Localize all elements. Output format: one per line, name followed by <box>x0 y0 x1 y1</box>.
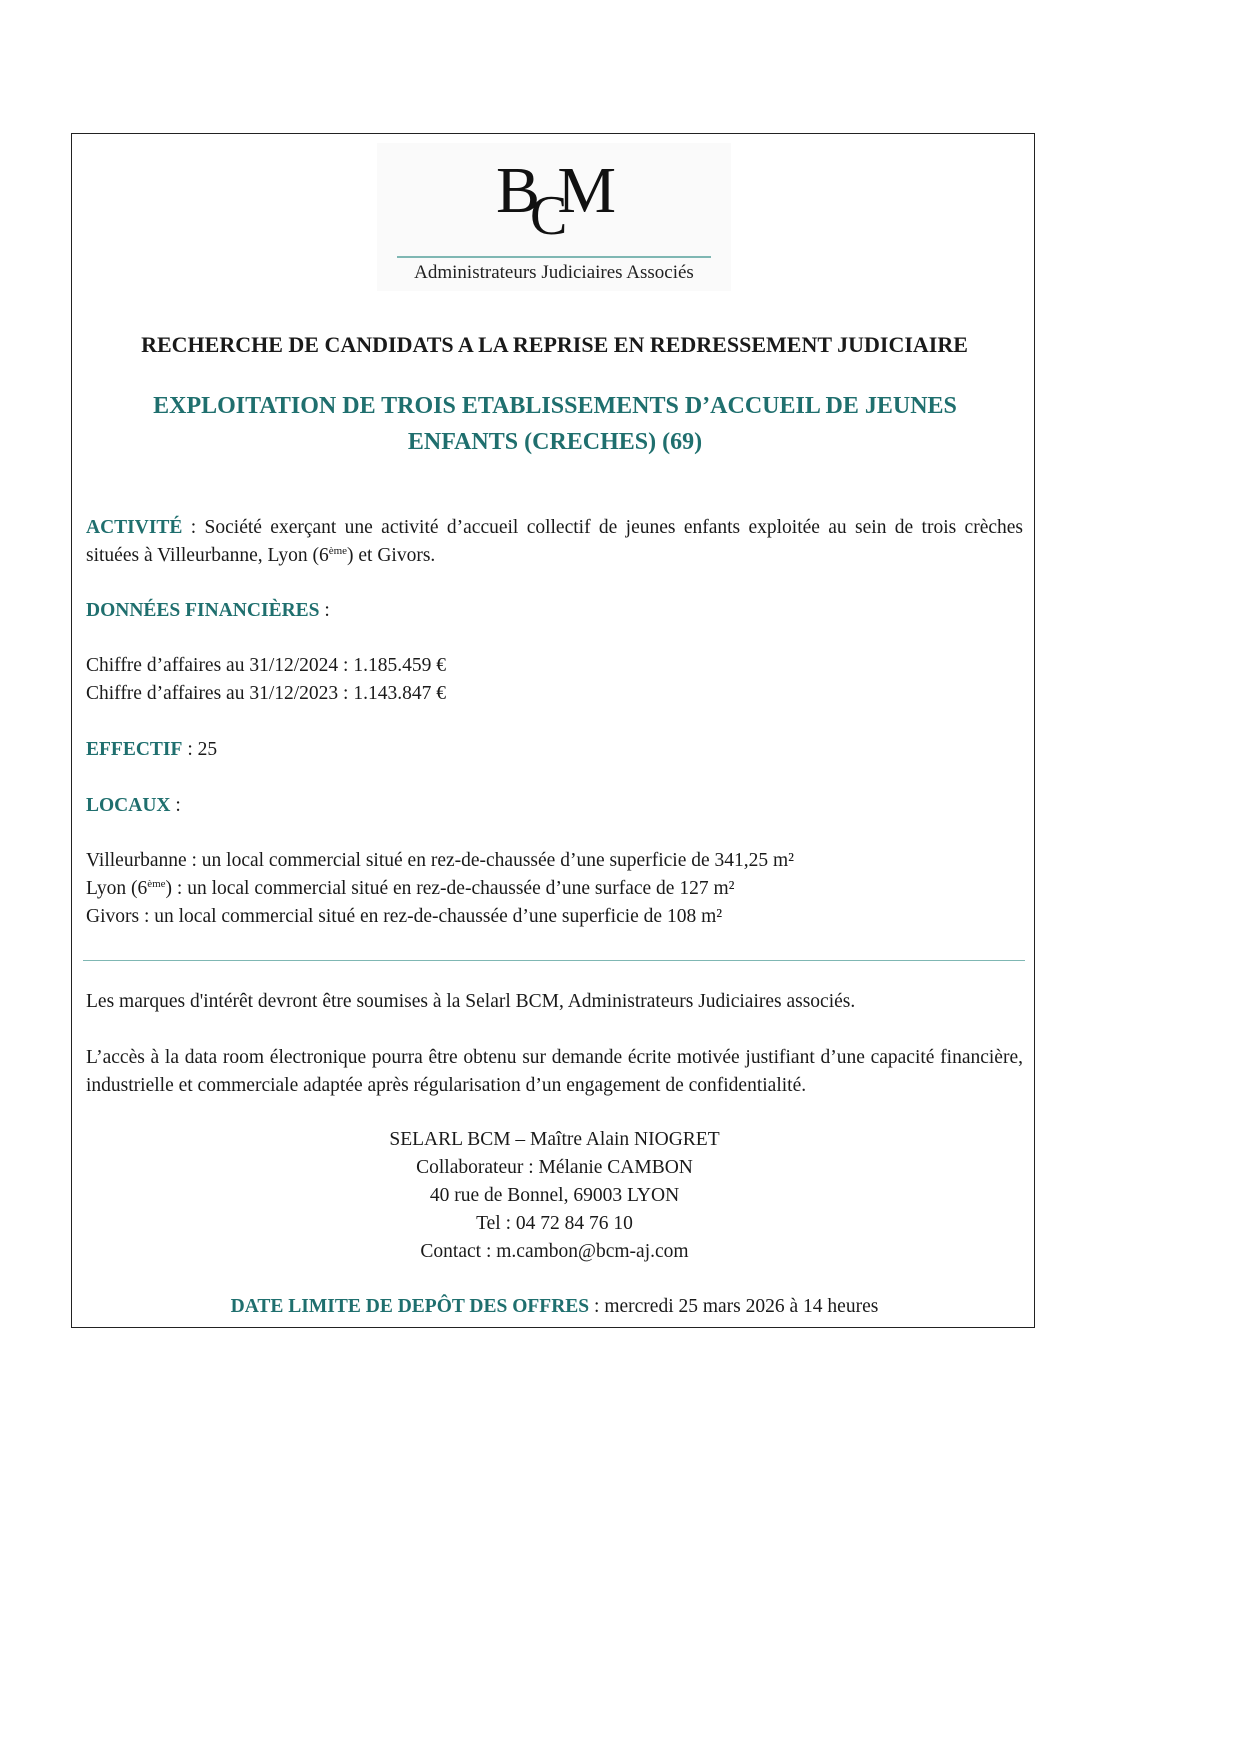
locaux-lyon <box>86 875 1023 903</box>
page-title: EXPLOITATION DE TROIS ETABLISSEMENTS D’ACCUEIL DE JEUNES ENFANTS (CRECHES) (69) <box>153 393 957 455</box>
effectif <box>86 736 1023 764</box>
contact-collaborator: Collaborateur : Mélanie CAMBON <box>416 1157 693 1178</box>
effectif-value: : 25 <box>182 739 218 760</box>
contact-block <box>86 1126 1023 1266</box>
heading: RECHERCHE DE CANDIDATS A LA REPRISE EN REDRESSEMENT JUDICIAIRE <box>141 332 968 357</box>
colon: : <box>319 600 330 621</box>
activite-text-end: ) et Givors. <box>347 545 436 566</box>
logo-divider <box>397 256 711 258</box>
contact-phone: Tel : 04 72 84 76 10 <box>476 1213 633 1234</box>
lyon-text-end: ) : un local commercial situé en rez-de-chaussée d’une surface de 127 m² <box>165 878 735 899</box>
contact-address: 40 rue de Bonnel, 69003 LYON <box>429 1185 680 1206</box>
acces-paragraph: L’accès à la data room électronique pourra être obtenu sur demande écrite motivée justifiant d’une capacité financière, industrielle et commerciale adaptée après régularisation d’un engagement de confidentialité. <box>86 1047 1023 1096</box>
lyon-text: Lyon (6 <box>86 878 148 899</box>
ca-2024: Chiffre d’affaires au 31/12/2024 : 1.185.459 € <box>86 655 446 676</box>
contact-email: Contact : m.cambon@bcm-aj.com <box>420 1241 689 1262</box>
superscript: ème <box>328 545 348 557</box>
contact-firm: SELARL BCM – Maître Alain NIOGRET <box>389 1129 720 1150</box>
deadline-label: DATE LIMITE DE DEPÔT DES OFFRES <box>230 1296 590 1317</box>
bcm-logo <box>377 143 731 291</box>
superscript: ème <box>147 878 166 890</box>
marques-paragraph: Les marques d'intérêt devront être soumises à la Selarl BCM, Administrateurs Judiciaires associés. <box>86 991 856 1012</box>
deadline <box>86 1293 1023 1321</box>
deadline-value: : mercredi 25 mars 2026 à 14 heures <box>589 1296 879 1317</box>
activite-label: ACTIVITÉ <box>86 517 183 538</box>
locaux-villeurbanne: Villeurbanne : un local commercial situé en rez-de-chaussée d’une superficie de 341,25 m² <box>86 850 795 871</box>
effectif-label: EFFECTIF <box>86 739 183 760</box>
section-divider <box>83 960 1025 961</box>
locaux-label: LOCAUX <box>86 795 171 816</box>
locaux-givors: Givors : un local commercial situé en rez-de-chaussée d’une superficie de 108 m² <box>86 906 723 927</box>
financieres-heading <box>86 597 1023 625</box>
activite-text: : Société exerçant une activité d’accueil collectif de jeunes enfants exploitée au sein de trois crèches situées à Villeurbanne, Lyon (6 <box>86 517 1023 566</box>
logo-letters: $B_CM$ <box>495 154 613 247</box>
financieres-label: DONNÉES FINANCIÈRES <box>86 600 320 621</box>
locaux-heading <box>86 792 1023 820</box>
activite-paragraph <box>86 514 1023 570</box>
ca-2023: Chiffre d’affaires au 31/12/2023 : 1.143.847 € <box>86 683 446 704</box>
logo-subtitle: Administrateurs Judiciaires Associés <box>414 262 694 283</box>
colon: : <box>170 795 181 816</box>
